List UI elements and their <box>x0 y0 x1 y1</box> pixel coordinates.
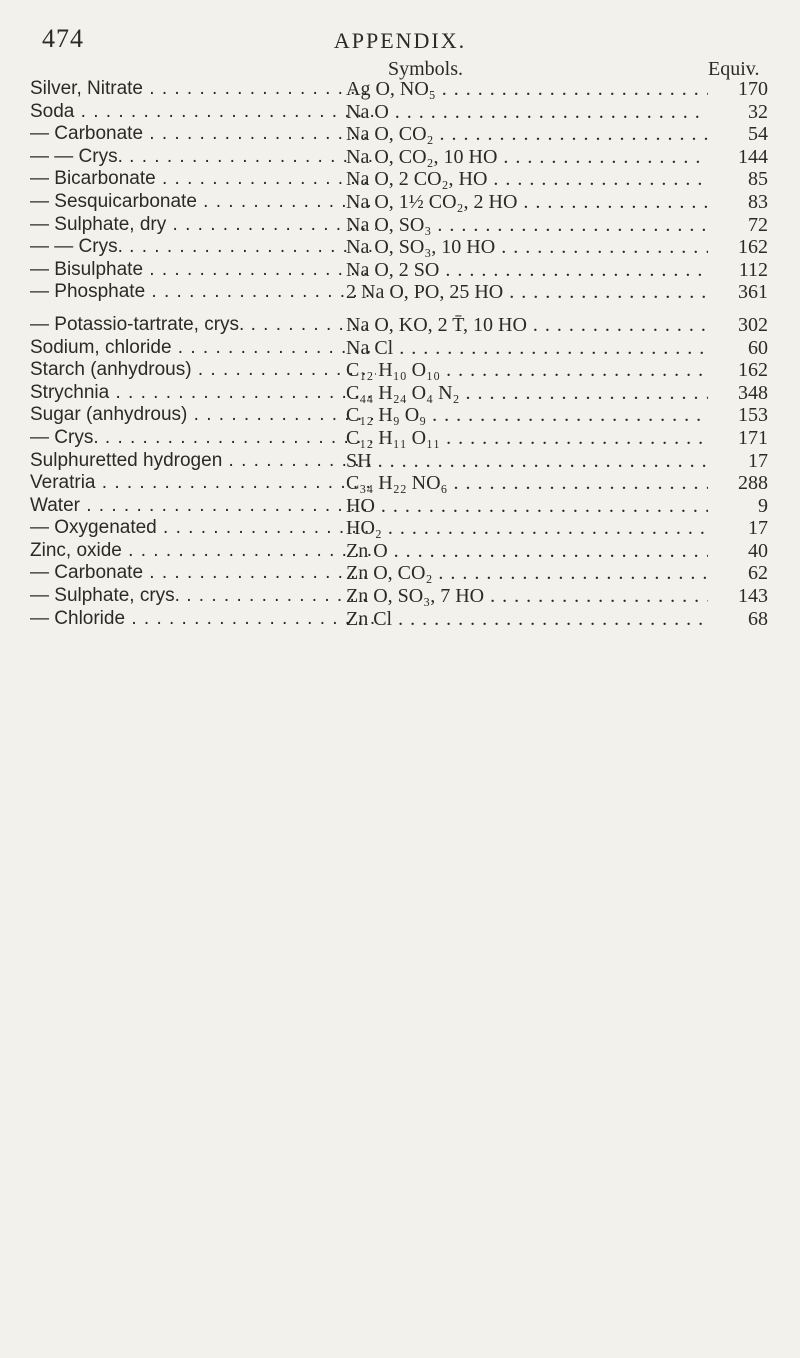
chemical-symbol: Na O, CO₂ . . . <box>346 123 708 146</box>
substance-name: Starch (anhydrous) . . . <box>30 359 376 381</box>
substance-name: — Potassio-tartrate, crys. . . . <box>30 314 376 336</box>
substance-name: — — Crys. . . . <box>30 236 376 258</box>
equivalent-value: 40 <box>748 539 768 562</box>
chemical-symbol: Zn O . . . <box>346 540 708 563</box>
substance-name: Water . . . <box>30 495 376 517</box>
chemical-symbol: Na O, SO₃ . . . <box>346 214 708 237</box>
chemical-symbol: SH . . . <box>346 450 708 473</box>
equivalent-value: 288 <box>738 472 768 495</box>
substance-name: — Crys. . . . <box>30 427 376 449</box>
equivalent-value: 144 <box>738 145 768 168</box>
page-number: 474 <box>42 24 84 53</box>
chemical-symbol: Na O, KO, 2 T̄, 10 HO . . . <box>346 314 708 337</box>
chemical-symbol: C₁₂ H₁₁ O₁₁ . . . <box>346 427 708 450</box>
chemical-symbol: C₄₄ H₂₄ O₄ N₂ . . . <box>346 382 708 405</box>
substance-name: — Carbonate . . . <box>30 123 376 145</box>
equivalent-value: 162 <box>738 236 768 259</box>
equivalent-value: 171 <box>738 426 768 449</box>
chemical-symbol: Na O, 2 SO . . . <box>346 259 708 282</box>
equivalent-value: 83 <box>748 190 768 213</box>
chemical-symbol: Na O, CO₂, 10 HO . . . <box>346 146 708 169</box>
equiv-column-header: Equiv. <box>708 58 760 80</box>
chemical-symbol: Na O, SO₃, 10 HO . . . <box>346 236 708 259</box>
substance-name: — Sesquicarbonate . . . <box>30 191 376 213</box>
equivalent-value: 17 <box>748 517 768 540</box>
substance-name: Soda . . . <box>30 101 376 123</box>
chemical-symbol: HO₂ . . . <box>346 517 708 540</box>
running-head: APPENDIX. <box>333 28 467 53</box>
equivalent-value: 170 <box>738 78 768 100</box>
equivalent-value: 85 <box>748 168 768 191</box>
equivalent-value: 9 <box>758 494 768 517</box>
equivalent-value: 32 <box>748 100 768 123</box>
chemical-symbol: Na O . . . <box>346 101 708 124</box>
equivalent-value: 162 <box>738 359 768 382</box>
table-row <box>0 281 800 310</box>
equivalent-value: 361 <box>738 281 768 304</box>
symbols-column-header: Symbols. <box>388 58 464 80</box>
substance-name: Zinc, oxide . . . <box>30 540 376 562</box>
table-row <box>0 607 800 637</box>
chemical-symbol: C₃₄ H₂₂ NO₆ . . . <box>346 472 708 495</box>
substance-name: — Carbonate . . . <box>30 562 376 584</box>
equivalent-value: 153 <box>738 404 768 427</box>
substance-name: Sulphuretted hydrogen . . . <box>30 450 376 472</box>
equivalent-value: 143 <box>738 585 768 608</box>
substance-name: Veratria . . . <box>30 472 376 494</box>
equivalent-value: 68 <box>748 607 768 630</box>
substance-name: Silver, Nitrate . . . <box>30 78 376 100</box>
equivalent-value: 72 <box>748 213 768 236</box>
chemical-symbol: Na O, 2 CO₂, HO . . . <box>346 168 708 191</box>
substance-name: — Oxygenated . . . <box>30 517 376 539</box>
chemical-symbol: Ag O, NO₅ . . . <box>346 78 708 101</box>
substance-name: — Sulphate, dry . . . <box>30 214 376 236</box>
equivalent-value: 348 <box>738 381 768 404</box>
substance-name: — Chloride . . . <box>30 608 376 630</box>
substance-name: Sodium, chloride . . . <box>30 337 376 359</box>
chemical-symbol: HO . . . <box>346 495 708 518</box>
equivalent-value: 112 <box>738 258 768 281</box>
substance-name: Strychnia . . . <box>30 382 376 404</box>
chemical-symbol: 2 Na O, PO, 25 HO . . . <box>346 281 708 304</box>
chemical-symbol: C₁₂ H₉ O₉ . . . <box>346 404 708 427</box>
equivalent-value: 62 <box>748 562 768 585</box>
equivalent-value: 54 <box>748 123 768 146</box>
chemical-symbol: C₁₂ H₁₀ O₁₀ . . . <box>346 359 708 382</box>
substance-name: — — Crys. . . . <box>30 146 376 168</box>
substance-name: — Phosphate . . . <box>30 281 376 303</box>
equivalent-value: 60 <box>748 336 768 359</box>
chemical-symbol: Zn O, SO₃, 7 HO . . . <box>346 585 708 608</box>
chemical-symbol: Zn Cl . . . <box>346 608 708 631</box>
chemical-symbol: Na Cl . . . <box>346 337 708 360</box>
substance-name: Sugar (anhydrous) . . . <box>30 404 376 426</box>
equivalent-value: 302 <box>738 313 768 336</box>
substance-name: — Bisulphate . . . <box>30 259 376 281</box>
substance-name: — Sulphate, crys. . . . <box>30 585 376 607</box>
equivalent-value: 17 <box>748 449 768 472</box>
chemical-symbol: Zn O, CO₂ . . . <box>346 562 708 585</box>
substance-name: — Bicarbonate . . . <box>30 168 376 190</box>
chemical-symbol: Na O, 1½ CO₂, 2 HO . . . <box>346 191 708 214</box>
table-body <box>0 78 800 636</box>
